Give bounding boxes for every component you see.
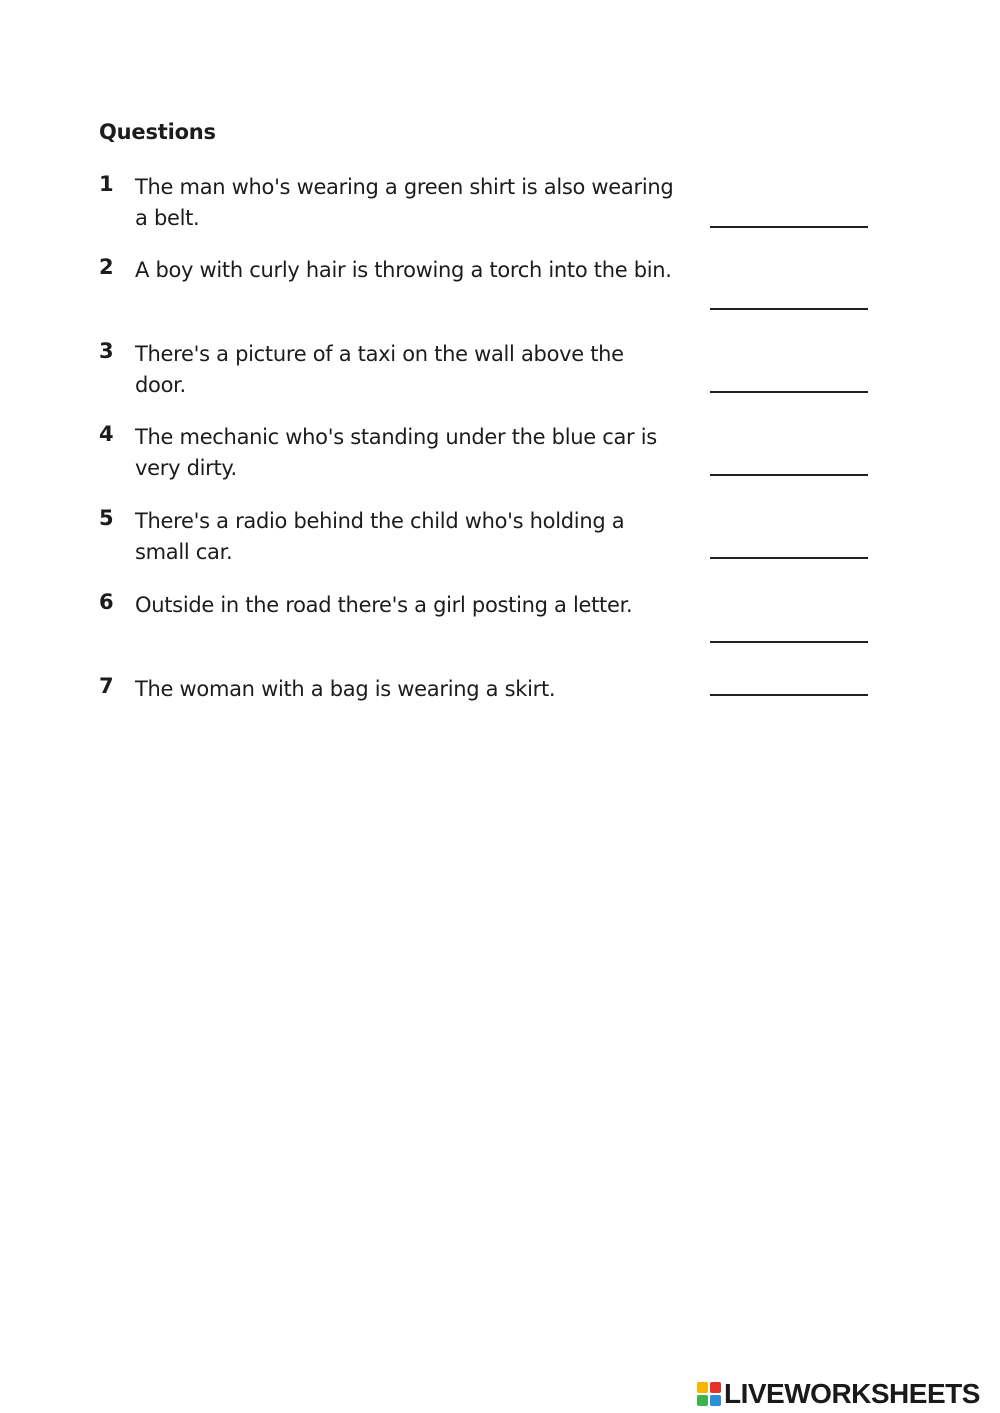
question-6 xyxy=(99,590,879,660)
question-number: 3 xyxy=(99,339,114,363)
logo-text: LIVEWORKSHEETS xyxy=(724,1378,980,1409)
question-7 xyxy=(99,674,879,744)
question-number: 4 xyxy=(99,422,114,446)
question-text: The woman with a bag is wearing a skirt. xyxy=(135,677,556,701)
page-title: Questions xyxy=(99,120,216,144)
question-text: A boy with curly hair is throwing a torch into the bin. xyxy=(135,258,672,282)
answer-blank[interactable] xyxy=(710,391,868,393)
question-number: 2 xyxy=(99,255,114,279)
question-text: Outside in the road there's a girl posting a letter. xyxy=(135,593,633,617)
liveworksheets-logo xyxy=(697,1377,980,1411)
question-number: 5 xyxy=(99,506,114,530)
answer-blank[interactable] xyxy=(710,641,868,643)
logo-square xyxy=(710,1382,721,1393)
question-text: There's a radio behind the child who's holding a small car. xyxy=(135,509,625,564)
logo-square xyxy=(697,1395,708,1406)
question-text: The mechanic who's standing under the blue car is very dirty. xyxy=(135,425,657,480)
question-number: 1 xyxy=(99,172,114,196)
question-number: 7 xyxy=(99,674,114,698)
logo-square xyxy=(710,1395,721,1406)
logo-square xyxy=(697,1382,708,1393)
logo-mark-icon xyxy=(697,1382,721,1406)
answer-blank[interactable] xyxy=(710,308,868,310)
answer-blank[interactable] xyxy=(710,557,868,559)
question-2 xyxy=(99,255,879,325)
question-3 xyxy=(99,339,879,409)
answer-blank[interactable] xyxy=(710,694,868,696)
question-1 xyxy=(99,172,879,242)
answer-blank[interactable] xyxy=(710,474,868,476)
answer-blank[interactable] xyxy=(710,226,868,228)
question-text: There's a picture of a taxi on the wall above the door. xyxy=(135,342,624,397)
question-number: 6 xyxy=(99,590,114,614)
question-5 xyxy=(99,506,879,576)
question-text: The man who's wearing a green shirt is also wearing a belt. xyxy=(135,175,674,230)
question-4 xyxy=(99,422,879,492)
